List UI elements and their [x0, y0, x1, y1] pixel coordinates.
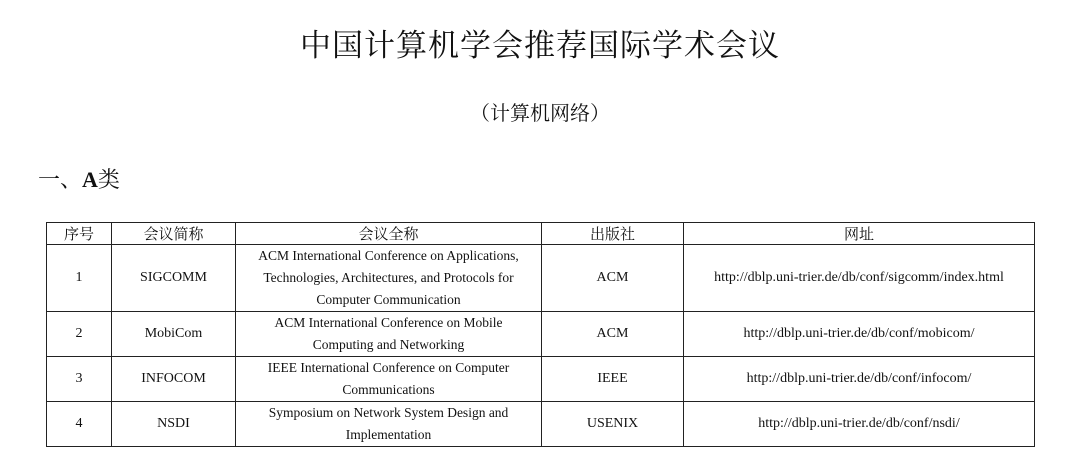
full-name-line: Symposium on Network System Design and [268, 405, 509, 420]
table-header-row [47, 223, 1035, 245]
cell-abbreviation: MobiCom [112, 312, 236, 357]
cell-number: 2 [47, 312, 112, 357]
cell-full-name [236, 245, 542, 312]
cell-full-name [236, 402, 542, 447]
table-row [47, 402, 1035, 447]
full-name-line: ACM International Conference on Mobile [274, 315, 503, 330]
full-name-line: ACM International Conference on Applications, [258, 248, 519, 263]
cell-url: http://dblp.uni-trier.de/db/conf/nsdi/ [684, 402, 1035, 447]
section-prefix: 一、 [38, 168, 83, 193]
conference-table [46, 222, 1035, 447]
full-name-line: Technologies, Architectures, and Protocols for [263, 270, 514, 285]
cell-full-name [236, 357, 542, 402]
cell-number: 3 [47, 357, 112, 402]
cell-abbreviation: NSDI [112, 402, 236, 447]
cell-abbreviation: INFOCOM [112, 357, 236, 402]
table-row [47, 357, 1035, 402]
section-letter: A [82, 167, 98, 192]
full-name-line: Computer Communication [316, 292, 461, 307]
cell-number: 4 [47, 402, 112, 447]
header-number: 序号 [47, 223, 112, 245]
cell-url: http://dblp.uni-trier.de/db/conf/infocom/ [684, 357, 1035, 402]
header-full-name: 会议全称 [236, 223, 542, 245]
section-suffix: 类 [97, 168, 120, 193]
cell-number: 1 [47, 245, 112, 312]
full-name-line: Implementation [345, 427, 432, 442]
table-row [47, 245, 1035, 312]
header-url: 网址 [684, 223, 1035, 245]
table-row [47, 312, 1035, 357]
cell-abbreviation: SIGCOMM [112, 245, 236, 312]
header-publisher: 出版社 [542, 223, 684, 245]
full-name-line: Communications [342, 382, 435, 397]
section-heading [38, 166, 120, 195]
full-name-line: Computing and Networking [312, 337, 465, 352]
cell-url: http://dblp.uni-trier.de/db/conf/mobicom/ [684, 312, 1035, 357]
cell-url: http://dblp.uni-trier.de/db/conf/sigcomm/index.html [684, 245, 1035, 312]
full-name-line: IEEE International Conference on Computer [267, 360, 510, 375]
cell-publisher: ACM [542, 312, 684, 357]
cell-publisher: IEEE [542, 357, 684, 402]
page-subtitle: （计算机网络） [470, 101, 610, 125]
cell-publisher: ACM [542, 245, 684, 312]
cell-full-name [236, 312, 542, 357]
page-title: 中国计算机学会推荐国际学术会议 [300, 28, 780, 64]
header-abbreviation: 会议简称 [112, 223, 236, 245]
cell-publisher: USENIX [542, 402, 684, 447]
